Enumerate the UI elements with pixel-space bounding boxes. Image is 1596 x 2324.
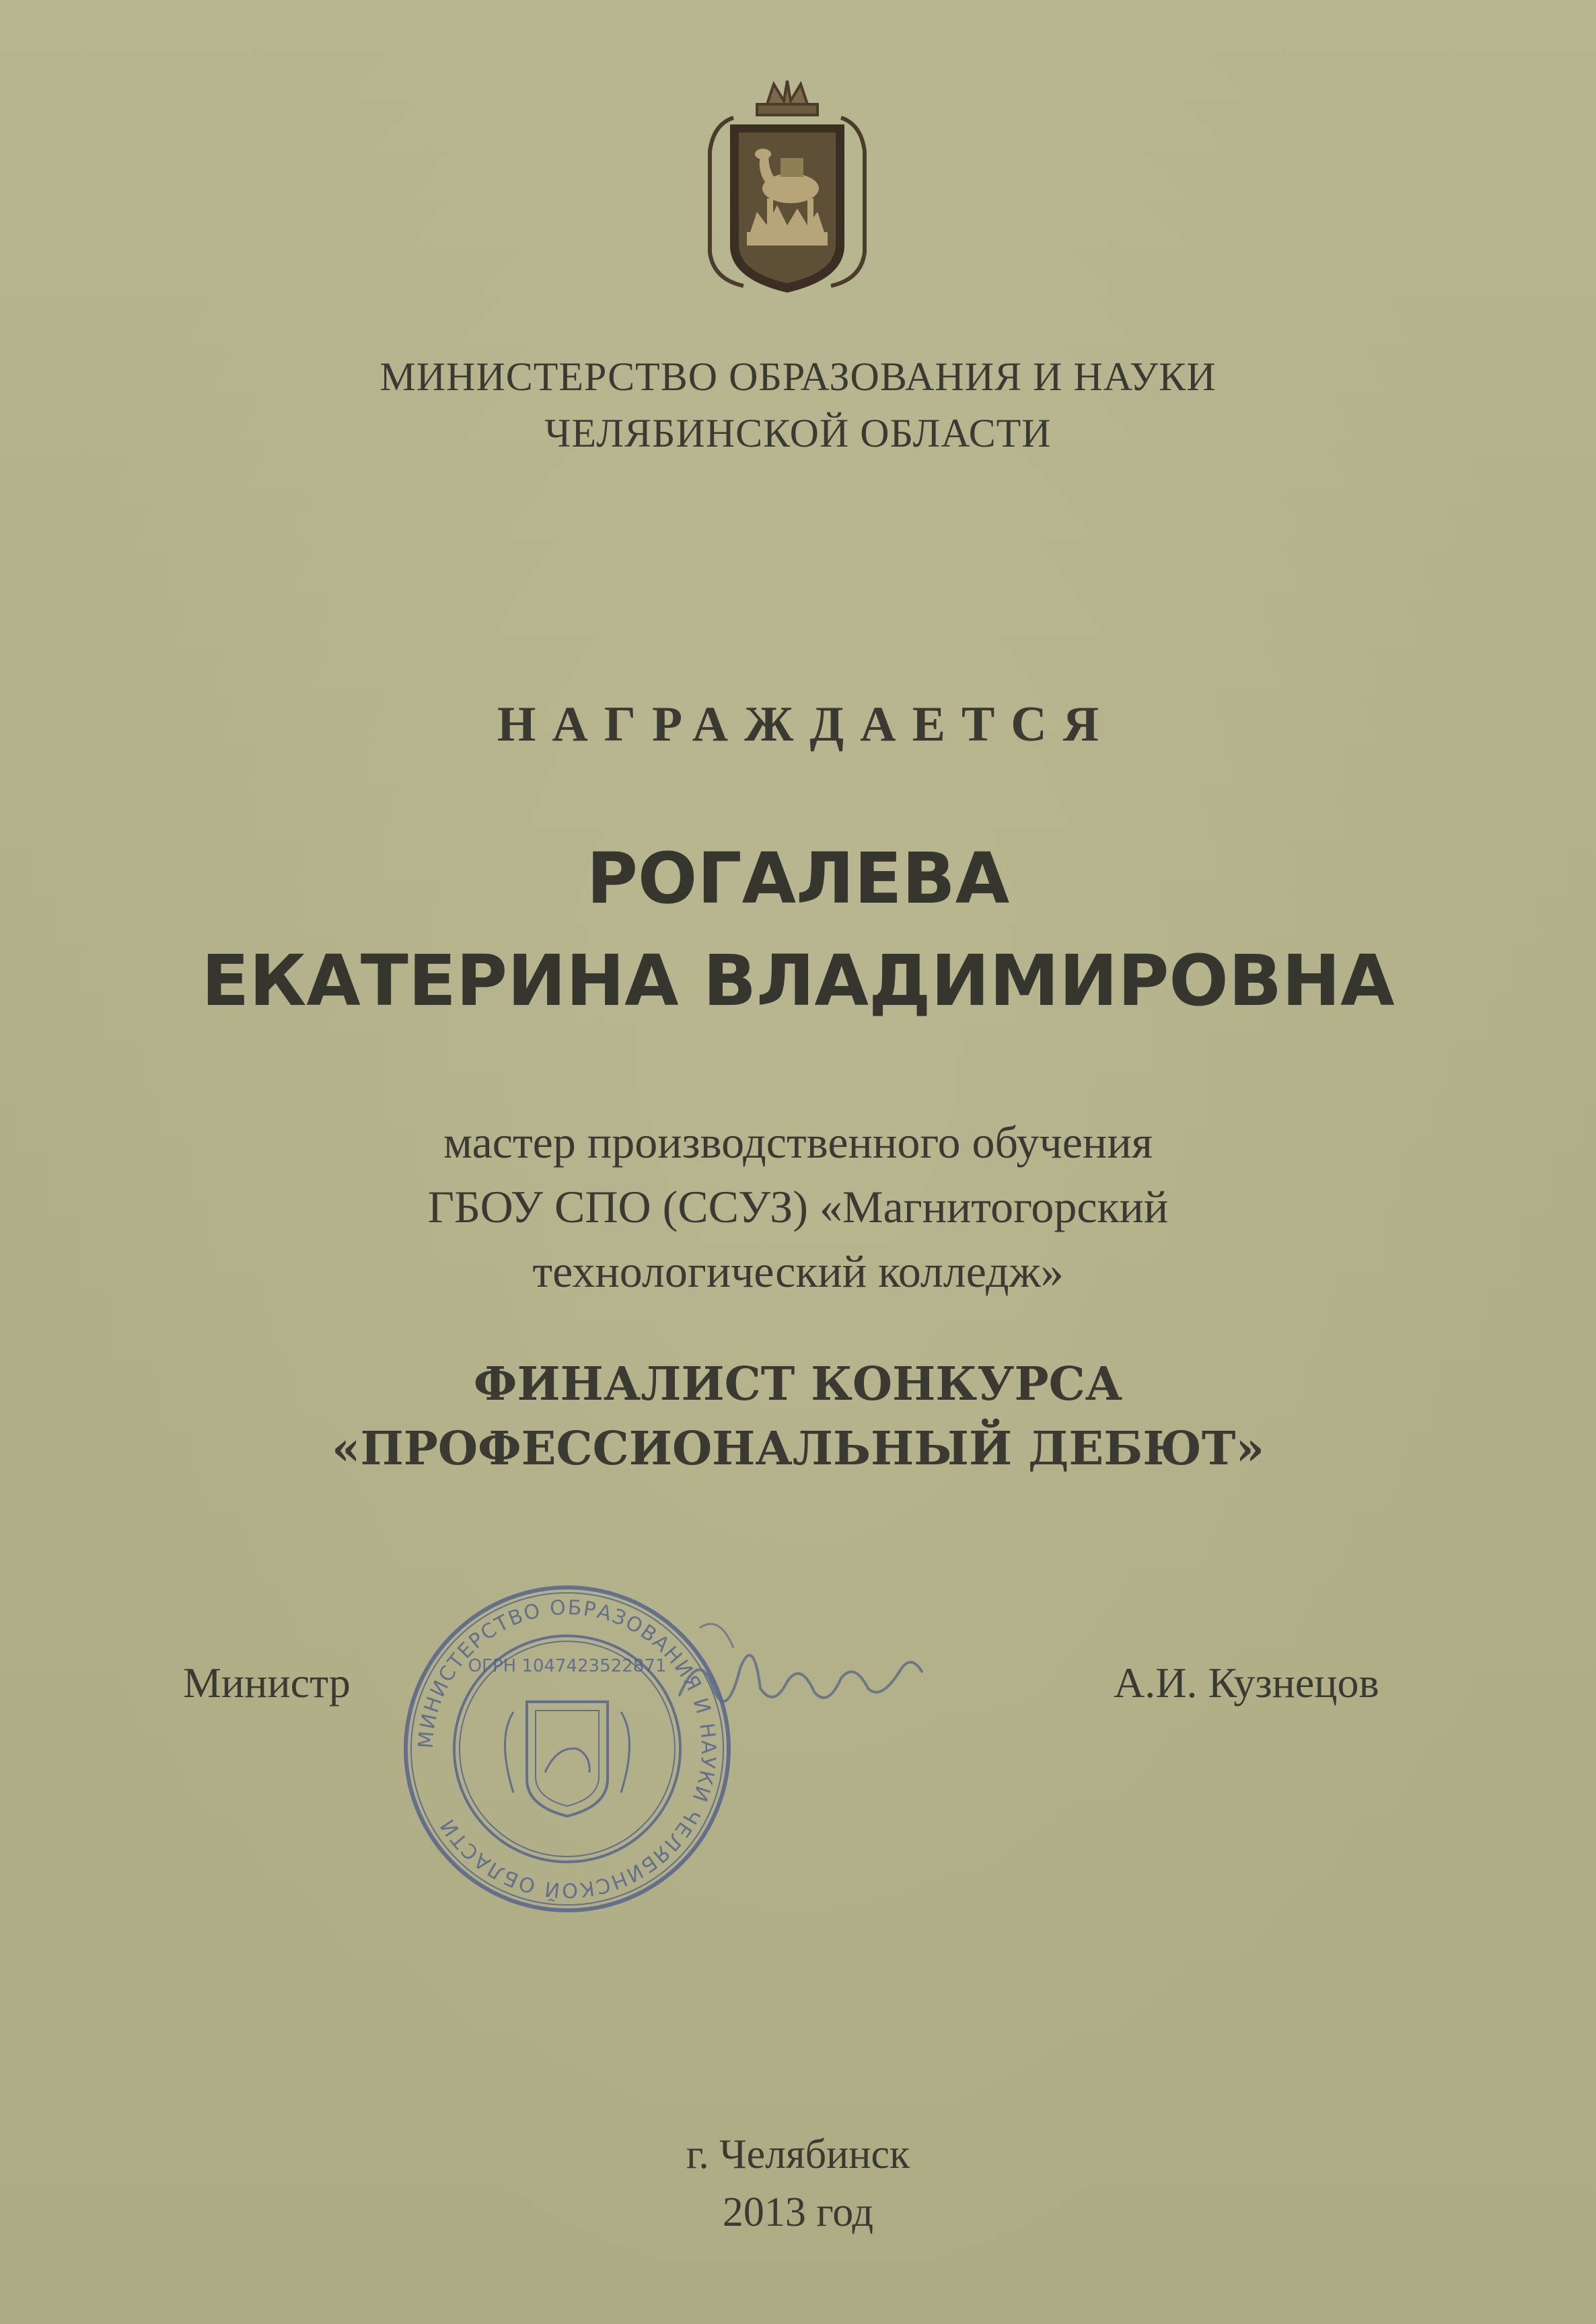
year: 2013 год xyxy=(722,2189,874,2235)
position-line-2: ГБОУ СПО (ССУЗ) «Магнитогорский xyxy=(427,1181,1169,1232)
recipient-given-names: ЕКАТЕРИНА ВЛАДИМИРОВНА xyxy=(201,940,1395,1022)
recipient-surname: РОГАЛЕВА xyxy=(586,837,1010,920)
recipient-name xyxy=(0,827,1596,1032)
recipient-position xyxy=(0,1110,1596,1304)
seal-ring-text: МИНИСТЕРСТВО ОБРАЗОВАНИЯ И НАУКИ ЧЕЛЯБИНСКОЙ ОБЛАСТИ xyxy=(414,1596,721,1902)
ministry-header xyxy=(0,348,1596,461)
place-and-date xyxy=(0,2126,1596,2241)
position-line-1: мастер производственного обучения xyxy=(443,1117,1153,1168)
chelyabinsk-coat-of-arms-icon xyxy=(693,77,881,306)
title-line-1: ФИНАЛИСТ КОНКУРСА xyxy=(473,1357,1123,1411)
seal-inner-text: ОГРН 1047423522871 xyxy=(468,1656,667,1676)
title-line-2: «ПРОФЕССИОНАЛЬНЫЙ ДЕБЮТ» xyxy=(332,1422,1264,1476)
award-title xyxy=(0,1352,1596,1481)
position-line-3: технологический колледж» xyxy=(532,1246,1064,1297)
city: г. Челябинск xyxy=(686,2132,910,2177)
ministry-line-2: ЧЕЛЯБИНСКОЙ ОБЛАСТИ xyxy=(544,411,1052,455)
signatory-role: Министр xyxy=(183,1659,351,1707)
signatory-name: А.И. Кузнецов xyxy=(1114,1659,1379,1707)
handwritten-signature xyxy=(673,1608,929,1742)
ministry-line-1: МИНИСТЕРСТВО ОБРАЗОВАНИЯ И НАУКИ xyxy=(379,354,1217,399)
awarded-heading: НАГРАЖДАЕТСЯ xyxy=(497,697,1116,752)
